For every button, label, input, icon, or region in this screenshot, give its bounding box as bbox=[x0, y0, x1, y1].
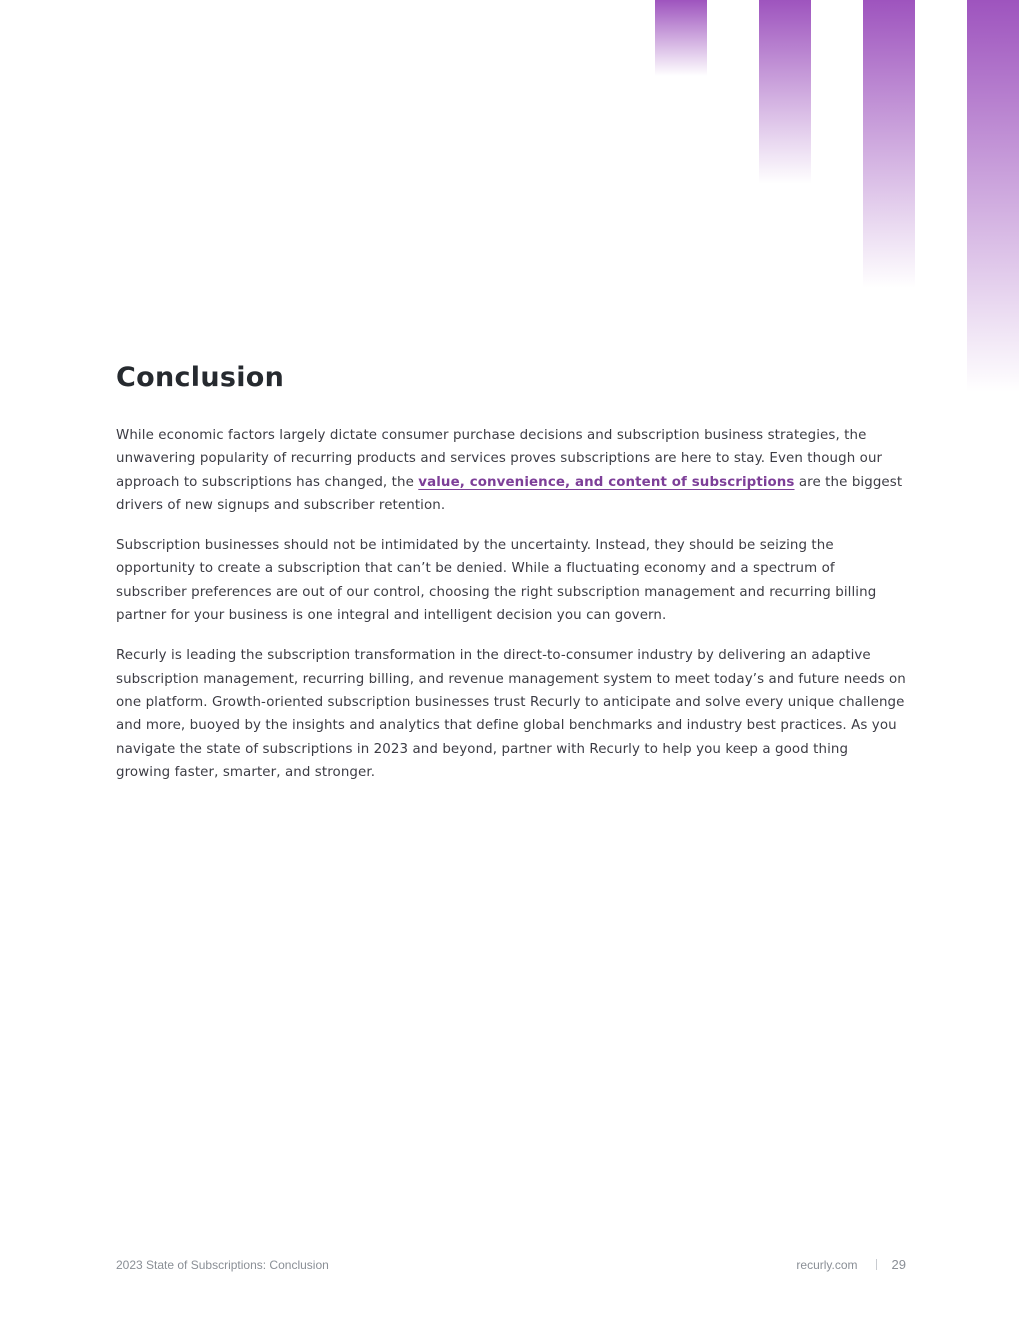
header-decoration bbox=[0, 0, 1020, 400]
decorative-gradient-bar bbox=[655, 0, 707, 76]
paragraph-3: Recurly is leading the subscription transformation in the direct-to-consumer industry by delivering an adaptive subscription management, recurring billing, and revenue management system to meet today’s and future needs on one platform. Growth-oriented subscription businesses trust Recurly to anticipate and solve every unique challenge and more, buoyed by the insights and analytics that define global benchmarks and industry best practices. As you navigate the state of subscriptions in 2023 and beyond, partner with Recurly to help you keep a good thing growing faster, smarter, and stronger. bbox=[116, 648, 906, 780]
body-content bbox=[116, 424, 906, 801]
paragraph-2: Subscription businesses should not be intimidated by the uncertainty. Instead, they should be seizing the opportunity to create a subscription that can’t be denied. While a fluctuating economy and a spectrum of subscriber preferences are out of our control, choosing the right subscription management and recurring billing partner for your business is one integral and intelligent decision you can govern. bbox=[116, 538, 877, 624]
paragraph-1 bbox=[116, 424, 906, 517]
paragraph-1-text-after: are the biggest drivers of new signups and subscriber retention. bbox=[116, 474, 903, 513]
paragraph-1-text-before: While economic factors largely dictate consumer purchase decisions and subscription business strategies, the unwavering popularity of recurring products and services proves subscriptions are here to stay. Even though our approach to subscriptions has changed, the bbox=[116, 428, 883, 490]
decorative-gradient-bar bbox=[759, 0, 811, 184]
subscriptions-value-link[interactable]: value, convenience, and content of subscriptions bbox=[418, 474, 795, 490]
footer-right bbox=[796, 1257, 906, 1272]
page-number: 29 bbox=[891, 1257, 906, 1272]
decorative-gradient-bar bbox=[967, 0, 1019, 392]
footer-doc-title: 2023 State of Subscriptions: Conclusion bbox=[116, 1258, 329, 1272]
footer-divider bbox=[876, 1259, 877, 1270]
page-title: Conclusion bbox=[116, 362, 285, 393]
footer-site-link[interactable]: recurly.com bbox=[796, 1257, 858, 1272]
decorative-gradient-bar bbox=[863, 0, 915, 288]
